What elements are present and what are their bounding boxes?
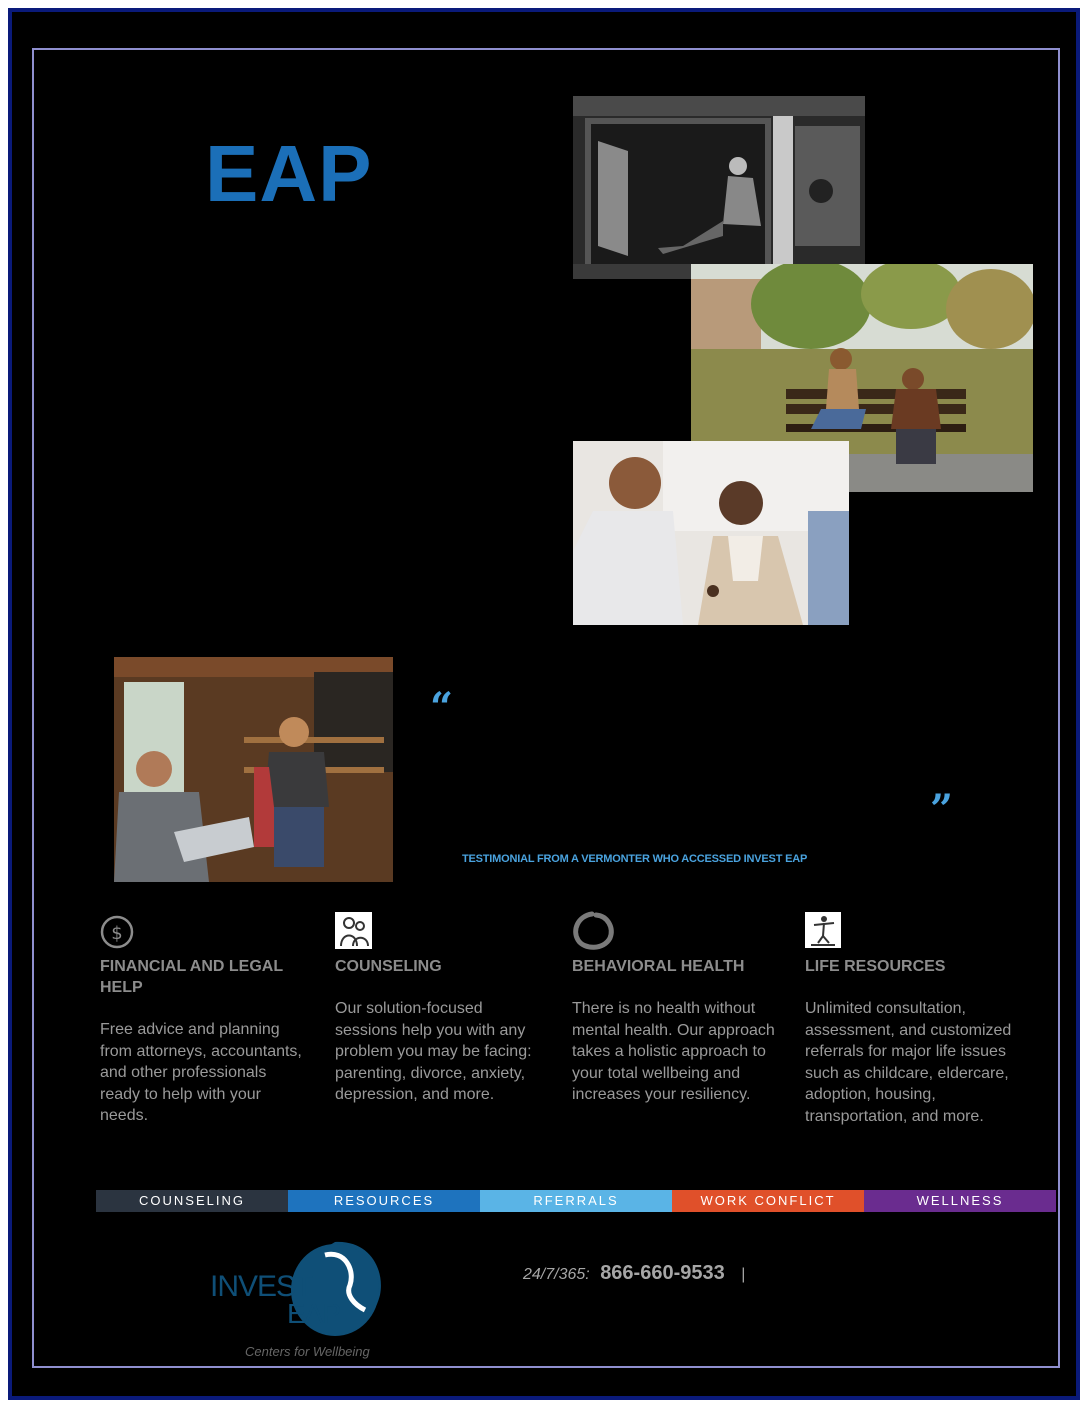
service-counseling — [335, 910, 545, 1106]
service-financial-legal — [100, 910, 310, 1127]
contact-separator: | — [741, 1266, 746, 1283]
service-heading: LIFE RESOURCES — [805, 958, 946, 975]
category-resources: RESOURCES — [288, 1190, 480, 1212]
service-heading: FINANCIAL AND LEGAL HELP — [100, 958, 283, 996]
page-title: EAP — [205, 129, 373, 218]
photo-man-window — [573, 96, 865, 279]
category-referrals: RFERRALS — [480, 1190, 672, 1212]
service-description: There is no health without mental health. Our approach takes a holistic approach to your total wellbeing and increases your resiliency. — [572, 1000, 775, 1103]
service-life-resources — [805, 910, 1015, 1127]
logo-line1: INVEST — [210, 1270, 313, 1303]
contact-label: 24/7/365: — [523, 1266, 590, 1283]
service-description: Free advice and planning from attorneys, accountants, and other professionals ready to help with your needs. — [100, 1021, 302, 1124]
service-heading: COUNSELING — [335, 958, 442, 975]
service-description: Unlimited consultation, assessment, and customized referrals for major life issues such as childcare, eldercare, adoption, housing, transportation, and more. — [805, 1000, 1012, 1125]
enso-circle-icon — [572, 910, 782, 950]
people-icon — [335, 910, 545, 950]
category-wellness: WELLNESS — [864, 1190, 1056, 1212]
dollar-circle-icon — [100, 910, 310, 950]
service-heading: BEHAVIORAL HEALTH — [572, 958, 745, 975]
testimonial-caption: TESTIMONIAL FROM A VERMONTER WHO ACCESSED INVEST EAP — [462, 853, 808, 865]
service-behavioral-health — [572, 910, 782, 1106]
phone-number[interactable]: 866-660-9533 — [600, 1262, 725, 1284]
svg-text:$: $ — [111, 923, 123, 944]
category-work-conflict: WORK CONFLICT — [672, 1190, 864, 1212]
category-counseling: COUNSELING — [96, 1190, 288, 1212]
photo-coffee-shop — [114, 657, 393, 882]
category-bar — [96, 1190, 1056, 1212]
service-description: Our solution-focused sessions help you with any problem you may be facing: parenting, divorce, anxiety, depression, and more. — [335, 1000, 532, 1103]
quote-open-mark: “ — [430, 684, 454, 731]
quote-close-mark: ” — [930, 786, 954, 833]
invest-eap-logo — [205, 1240, 395, 1365]
contact-line — [523, 1262, 745, 1285]
photo-counseling-session — [573, 441, 849, 625]
balance-figure-icon — [805, 910, 1015, 950]
logo-line2: EAP — [287, 1298, 341, 1329]
logo-tagline: Centers for Wellbeing — [245, 1344, 370, 1359]
